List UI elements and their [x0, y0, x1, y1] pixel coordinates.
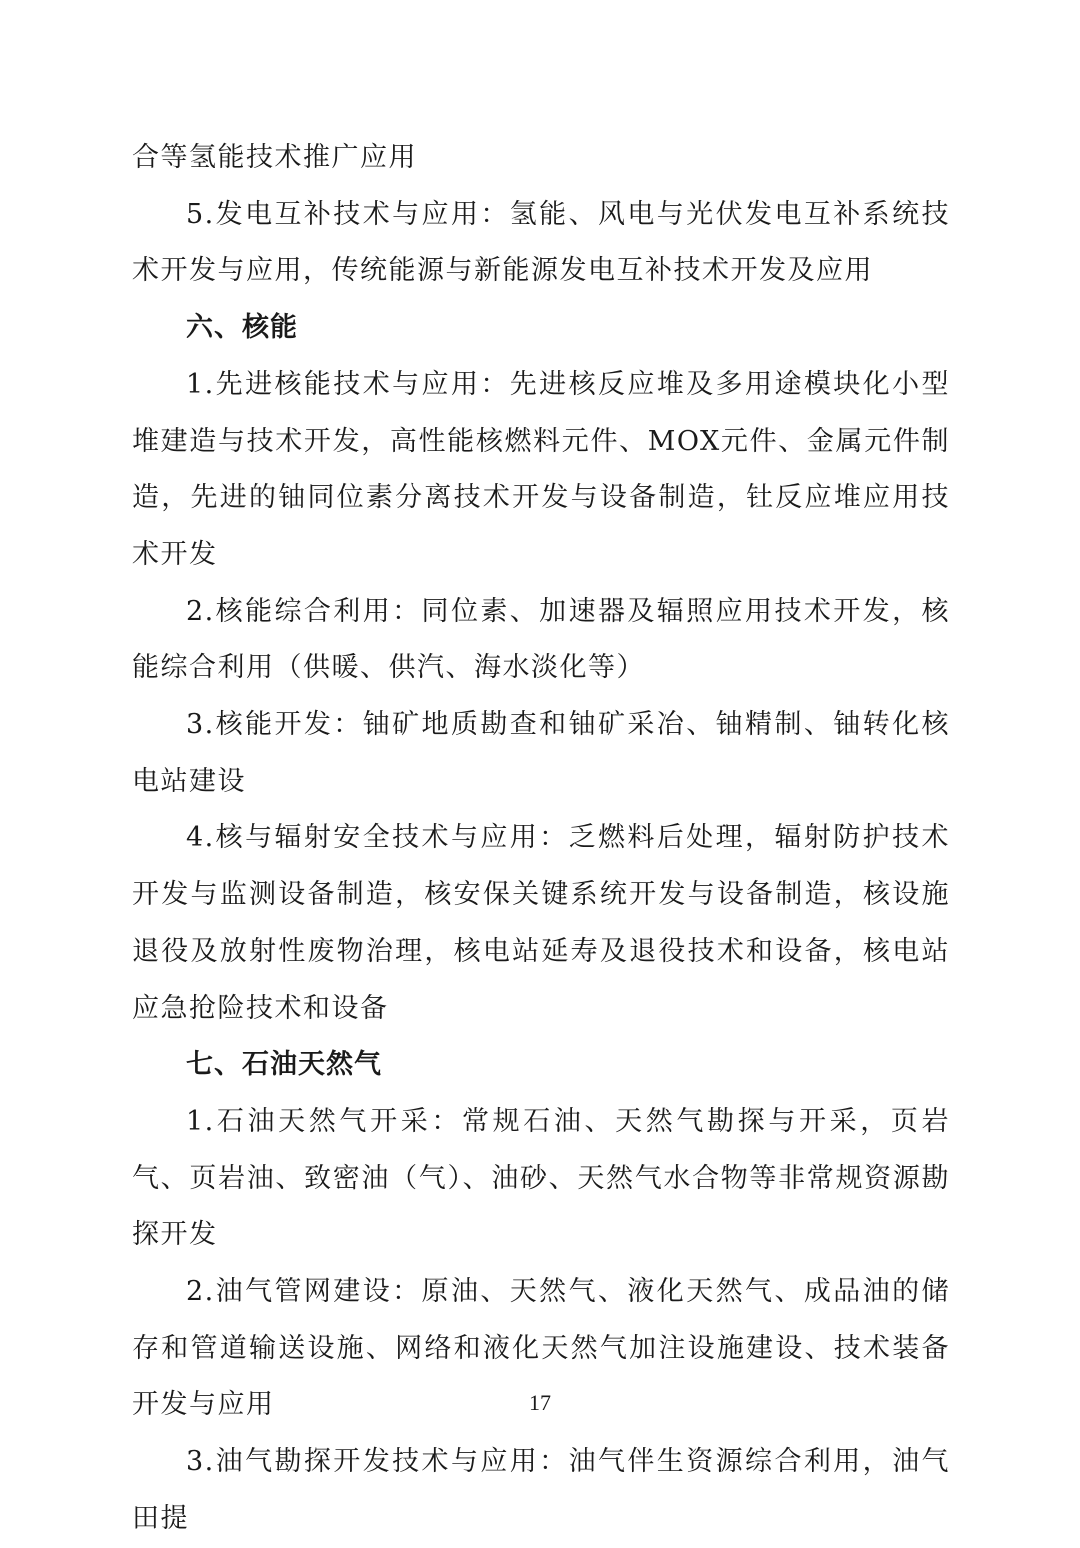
paragraph-nuclear-utilization: 2.核能综合利用：同位素、加速器及辐照应用技术开发，核能综合利用（供暖、供汽、海水淡化等） — [132, 595, 950, 684]
paragraph-continuation: 合等氢能技术推广应用 — [132, 142, 417, 173]
paragraph-oil-gas-extraction: 1.石油天然气开采：常规石油、天然气勘探与开采，页岩气、页岩油、致密油（气）、油砂、天然气水合物等非常规资源勘探开发 — [132, 1105, 950, 1251]
section-heading-oil-gas: 七、石油天然气 — [186, 1049, 382, 1081]
paragraph-nuclear-safety: 4.核与辐射安全技术与应用：乏燃料后处理，辐射防护技术开发与监测设备制造，核安保关键系统开发与设备制造，核设施退役及放射性废物治理，核电站延寿及退役技术和设备，核电站应急抢险技术和设备 — [132, 822, 950, 1024]
paragraph-nuclear-development: 3.核能开发：铀矿地质勘查和铀矿采冶、铀精制、铀转化核电站建设 — [132, 709, 950, 797]
page-number: 17 — [529, 1390, 551, 1415]
section-heading-nuclear: 六、核能 — [186, 312, 298, 344]
paragraph-pipeline-construction: 2.油气管网建设：原油、天然气、液化天然气、成品油的储存和管道输送设施、网络和液化天然气加注设施建设、技术装备开发与应用 — [132, 1276, 950, 1421]
paragraph-exploration-tech: 3.油气勘探开发技术与应用：油气伴生资源综合利用，油气田提 — [132, 1446, 950, 1534]
document-body — [132, 130, 950, 1548]
paragraph-advanced-nuclear: 1.先进核能技术与应用：先进核反应堆及多用途模块化小型堆建造与技术开发，高性能核燃料元件、MOX元件、金属元件制造，先进的铀同位素分离技术开发与设备制造，钍反应堆应用技术开发 — [132, 368, 950, 570]
paragraph-power-complement: 5.发电互补技术与应用：氢能、风电与光伏发电互补系统技术开发与应用，传统能源与新能源发电互补技术开发及应用 — [132, 198, 950, 287]
